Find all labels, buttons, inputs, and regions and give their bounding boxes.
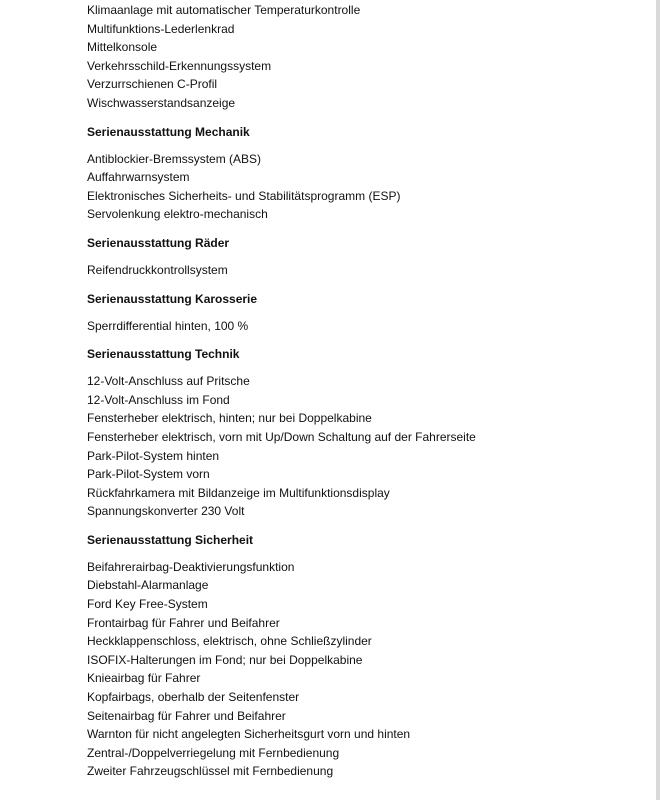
list-item: Reifendruckkontrollsystem [87,262,228,277]
section-title: Serienausstattung Mechanik [87,124,250,139]
list-item: Wischwasserstandsanzeige [87,95,236,110]
list-item: Ford Key Free-System [87,597,208,612]
list-item: Klimaanlage mit automatischer Temperaturkontrolle [87,3,361,17]
list-item: ISOFIX-Halterungen im Fond; nur bei Doppelkabine [87,652,363,667]
list-item: 12-Volt-Anschluss auf Pritsche [87,374,250,389]
list-item: Seitenairbag für Fahrer und Beifahrer [87,708,286,723]
list-item: Diebstahl-Alarmanlage [87,578,209,593]
list-item: Rückfahrkamera mit Bildanzeige im Multifunktionsdisplay [87,485,390,500]
list-item: Verzurrschienen C-Profil [87,77,218,92]
list-item: Park-Pilot-System vorn [87,467,210,482]
list-item: Warnton für nicht angelegten Sicherheitsgurt vorn und hinten [87,727,411,742]
list-item: Spannungskonverter 230 Volt [87,504,245,519]
list-item: Zweiter Fahrzeugschlüssel mit Fernbedienung [87,764,334,779]
list-item: Knieairbag für Fahrer [87,671,201,686]
list-item: Antiblockier-Bremssystem (ABS) [87,151,262,166]
page-edge-divider [656,0,660,800]
list-item: Elektronisches Sicherheits- und Stabilitätsprogramm (ESP) [87,188,401,203]
list-item: Kopfairbags, oberhalb der Seitenfenster [87,690,300,705]
section-title: Serienausstattung Sicherheit [87,532,254,547]
list-item: Verkehrsschild-Erkennungssystem [87,58,272,73]
list-item: Fensterheber elektrisch, hinten; nur bei Doppelkabine [87,411,372,426]
equipment-group-top [87,1,647,113]
list-item: Park-Pilot-System hinten [87,448,220,463]
list-item: Sperrdifferential hinten, 100 % [87,318,249,333]
section-raeder [87,234,647,280]
section-title: Serienausstattung Technik [87,347,240,362]
list-item: Beifahrerairbag-Deaktivierungsfunktion [87,559,295,574]
list-item: 12-Volt-Anschluss im Fond [87,392,230,407]
list-item: Zentral-/Doppelverriegelung mit Fernbedienung [87,745,340,760]
section-title: Serienausstattung Räder [87,235,230,250]
list-item: Mittelkonsole [87,40,158,55]
section-karosserie [87,290,647,336]
list-item: Frontairbag für Fahrer und Beifahrer [87,615,280,630]
section-technik [87,345,647,521]
list-item: Fensterheber elektrisch, vorn mit Up/Down Schaltung auf der Fahrerseite [87,429,476,444]
list-item: Auffahrwarnsystem [87,170,190,185]
section-title: Serienausstattung Karosserie [87,291,258,306]
section-sicherheit [87,531,647,781]
list-item: Servolenkung elektro-mechanisch [87,207,268,222]
equipment-list [87,1,647,781]
list-item: Heckklappenschloss, elektrisch, ohne Schließzylinder [87,634,372,649]
section-mechanik [87,123,647,224]
list-item: Multifunktions-Lederlenkrad [87,21,235,36]
